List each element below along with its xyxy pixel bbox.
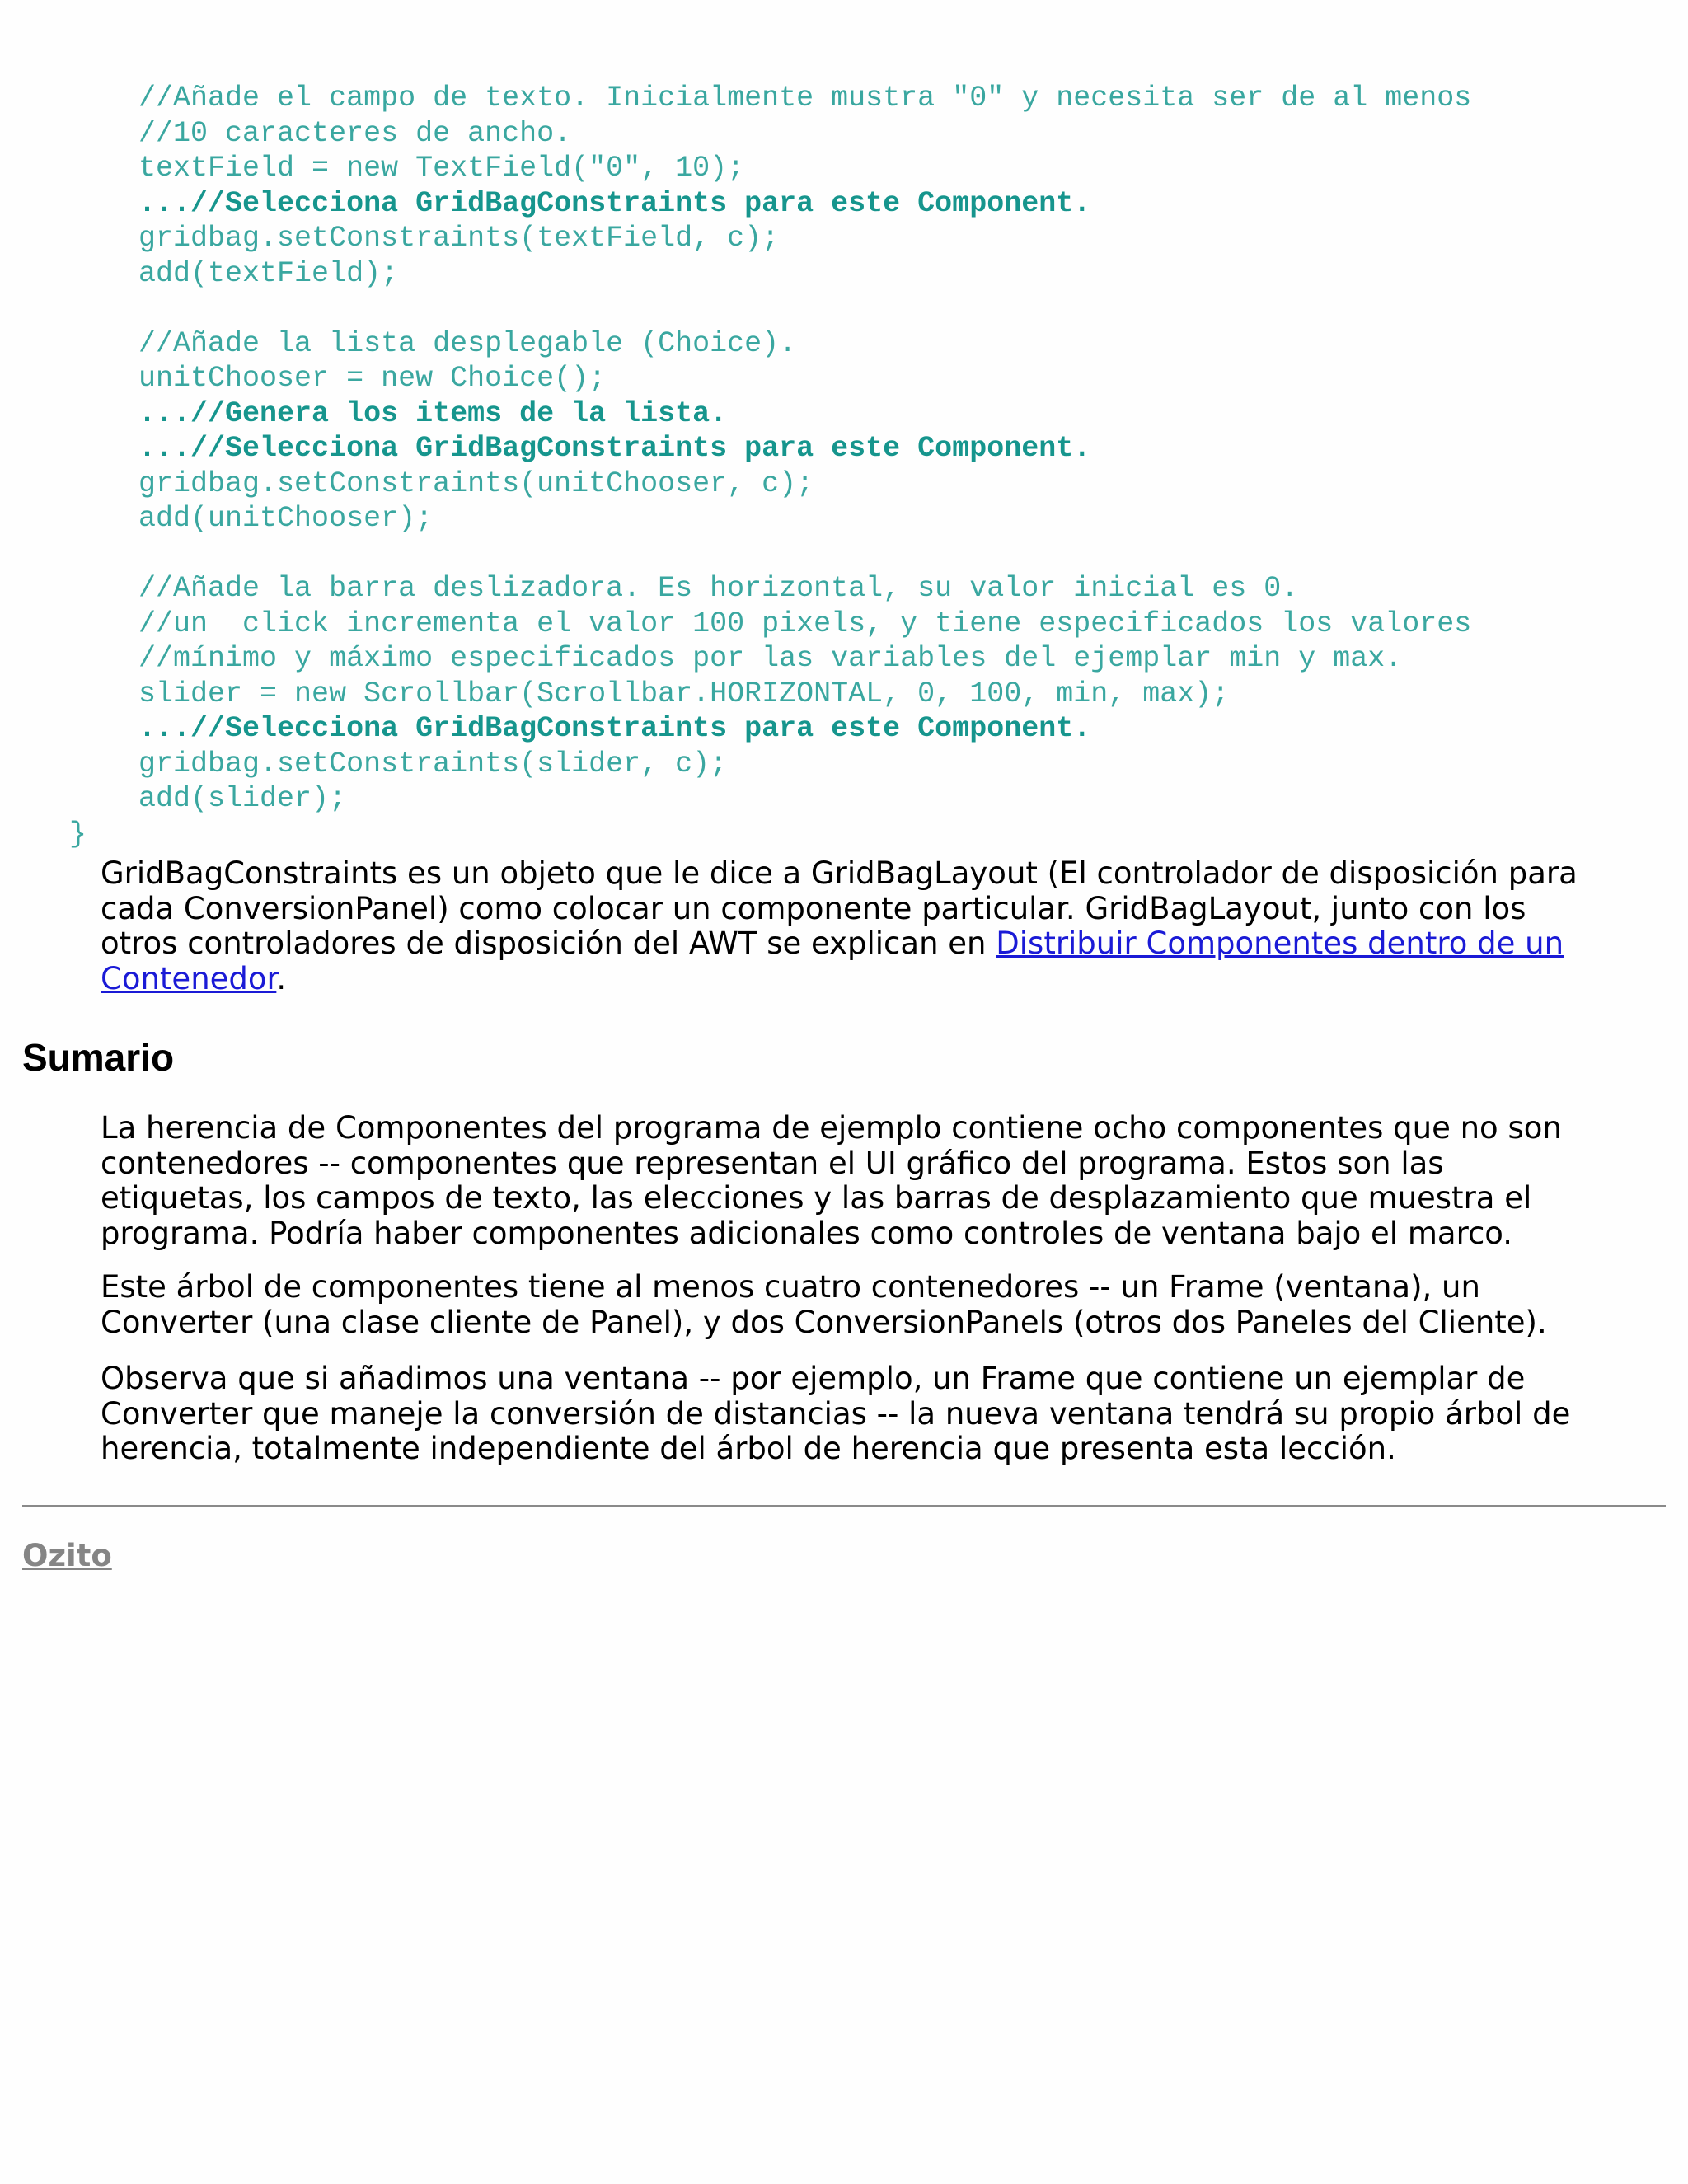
- code-line: //un click incrementa el valor 100 pixels, y tiene especificados los valores: [0, 607, 1472, 640]
- code-line: //Añade la barra deslizadora. Es horizontal, su valor inicial es 0.: [0, 572, 1299, 605]
- summary-paragraph-2: Este árbol de componentes tiene al menos cuatro contenedores -- un Frame (ventana), un Converter (una clase cliente de Panel), y dos ConversionPanels (otros dos Paneles del Cliente).: [101, 1269, 1547, 1340]
- intro-paragraph: [101, 856, 1601, 996]
- code-line: //Añade la lista desplegable (Choice).: [0, 326, 797, 360]
- code-line: //10 caracteres de ancho.: [0, 116, 572, 150]
- code-line: unitChooser = new Choice();: [0, 362, 607, 395]
- code-line: ...//Genera los items de la lista.: [0, 396, 728, 430]
- code-line: ...//Selecciona GridBagConstraints para este Component.: [0, 712, 1091, 745]
- intro-text: GridBagConstraints es un objeto que le dice a GridBagLayout (El controlador de disposición para cada ConversionPanel) como colocar un componente particular. GridBagLayout, junto con los otros controladores de disposición del AWT se explican en: [101, 855, 1578, 961]
- code-line: gridbag.setConstraints(slider, c);: [0, 747, 728, 780]
- code-line: slider = new Scrollbar(Scrollbar.HORIZONTAL, 0, 100, min, max);: [0, 677, 1230, 710]
- code-line: textField = new TextField("0", 10);: [0, 152, 745, 185]
- horizontal-rule: [22, 1505, 1666, 1507]
- code-line: ...//Selecciona GridBagConstraints para este Component.: [0, 186, 1091, 220]
- code-line: gridbag.setConstraints(textField, c);: [0, 222, 780, 255]
- code-line: //Añade el campo de texto. Inicialmente mustra "0" y necesita ser de al menos: [0, 82, 1472, 115]
- code-line: add(textField);: [0, 256, 399, 290]
- code-line: add(slider);: [0, 782, 347, 815]
- code-line: add(unitChooser);: [0, 502, 434, 535]
- intro-period: .: [276, 960, 287, 996]
- code-line: [0, 537, 1471, 572]
- code-block: [0, 81, 1471, 851]
- code-line: ...//Selecciona GridBagConstraints para este Component.: [0, 432, 1091, 465]
- code-line: }: [0, 817, 87, 851]
- summary-paragraph-3: Observa que si añadimos una ventana -- por ejemplo, un Frame que contiene un ejemplar de Converter que maneje la conversión de distancias -- la nueva ventana tendrá su propio árbol de herencia, totalmente independiente del árbol de herencia que presenta esta lección.: [101, 1361, 1571, 1466]
- code-line: [0, 291, 1471, 326]
- distribuir-componentes-link[interactable]: Distribuir Componentes dentro de un Contenedor: [101, 926, 1564, 996]
- code-line: //mínimo y máximo especificados por las variables del ejemplar min y max.: [0, 642, 1403, 675]
- ozito-link[interactable]: Ozito: [22, 1538, 112, 1573]
- summary-paragraph-1: La herencia de Componentes del programa de ejemplo contiene ocho componentes que no son contenedores -- componentes que representan el UI gráfico del programa. Estos son las etiquetas, los campos de texto, las elecciones y las barras de desplazamiento que muestra el programa. Podría haber componentes adicionales como controles de ventana bajo el marco.: [101, 1110, 1562, 1251]
- section-heading-sumario: Sumario: [22, 1036, 175, 1079]
- code-line: gridbag.setConstraints(unitChooser, c);: [0, 466, 814, 500]
